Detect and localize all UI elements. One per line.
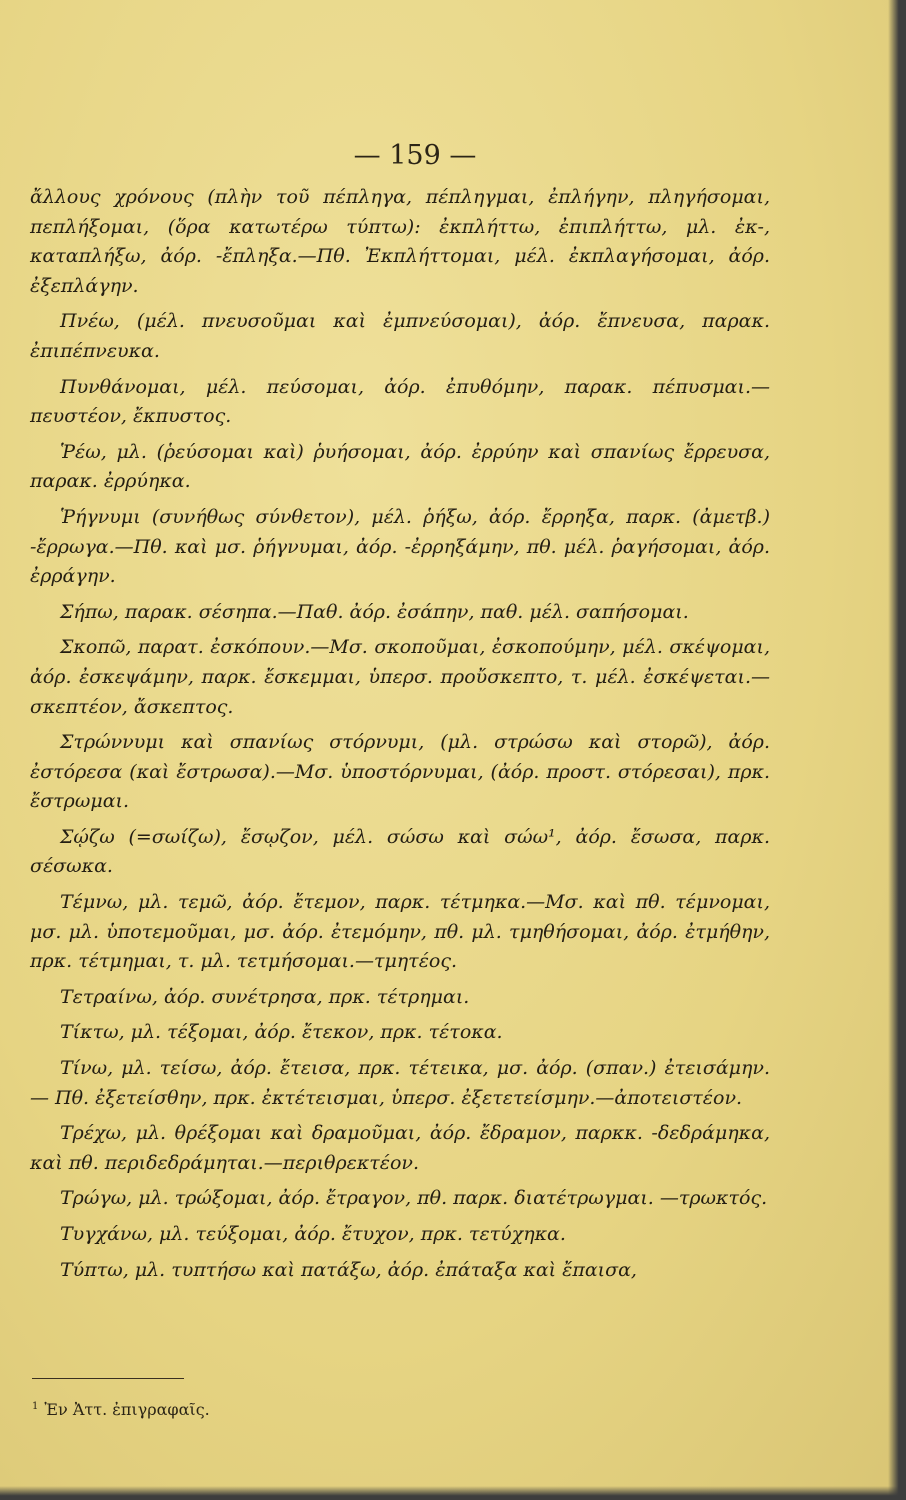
paragraph: Σήπω, παρακ. σέσηπα.—Παθ. ἀόρ. ἐσάπην, παθ. μέλ. σαπήσομαι.: [60, 600, 689, 623]
paragraph: Τετραίνω, ἀόρ. συνέτρησα, πρκ. τέτρημαι.: [60, 985, 470, 1008]
paragraph: ἄλλους χρόνους (πλὴν τοῦ πέπληγα, πέπληγμαι, ἐπλήγην, πληγήσομαι, πεπλήξομαι, (ὅρα κατωτέρω τύπτω): ἐκπλήττω, ἐπιπλήττω, μλ. ἐκ-, καταπλήξω, ἀόρ. -ἔπληξα.—Πθ. Ἐκπλήττομαι, μέλ. ἐκπλαγήσομαι, ἀόρ. ἐξεπλάγην.: [30, 186, 770, 297]
paragraph: Τύπτω, μλ. τυπτήσω καὶ πατάξω, ἀόρ. ἐπάταξα καὶ ἔπαισα,: [60, 1258, 637, 1281]
paragraph: Σῴζω (=σωίζω), ἔσῳζον, μέλ. σώσω καὶ σώω¹, ἀόρ. ἔσωσα, παρκ. σέσωκα.: [30, 825, 770, 878]
footnote-text: Ἐν Ἀττ. ἐπιγραφαῖς.: [44, 1400, 210, 1419]
page-edge-shadow: [888, 0, 906, 1500]
footnote-divider: [32, 1378, 184, 1379]
paragraph: Πνέω, (μέλ. πνευσοῦμαι καὶ ἐμπνεύσομαι), ἀόρ. ἔπνευσα, παρακ. ἐπιπέπνευκα.: [30, 310, 770, 362]
paragraph: Τίνω, μλ. τείσω, ἀόρ. ἔτεισα, πρκ. τέτεικα, μσ. ἀόρ. (σπαν.) ἐτεισάμην. — Πθ. ἐξετείσθην, πρκ. ἐκτέτεισμαι, ὑπερσ. ἐξετετείσμην.—ἀποτειστέον.: [30, 1057, 770, 1109]
paragraph: Πυνθάνομαι, μέλ. πεύσομαι, ἀόρ. ἐπυθόμην, παρακ. πέπυσμαι.—πευστέον, ἔκπυστος.: [30, 375, 770, 428]
paragraph: Σκοπῶ, παρατ. ἐσκόπουν.—Μσ. σκοποῦμαι, ἐσκοπούμην, μέλ. σκέψομαι, ἀόρ. ἐσκεψάμην, παρκ. ἔσκεμμαι, ὑπερσ. προὔσκεπτο, τ. μέλ. ἐσκέψεται.—σκεπτέον, ἄσκεπτος.: [30, 636, 770, 718]
paragraph: Τρέχω, μλ. θρέξομαι καὶ δραμοῦμαι, ἀόρ. ἔδραμον, παρκκ. -δεδράμηκα, καὶ πθ. περιδεδράμηται.—περιθρεκτέον.: [30, 1122, 770, 1174]
page-edge-shadow: [0, 1486, 906, 1500]
paragraph: Στρώννυμι καὶ σπανίως στόρνυμι, (μλ. στρώσω καὶ στορῶ), ἀόρ. ἐστόρεσα (καὶ ἔστρωσα).—Μσ. ὑποστόρνυμαι, (ἀόρ. προστ. στόρεσαι), πρκ. ἔστρωμαι.: [30, 731, 770, 813]
body-text: [30, 183, 770, 1291]
paragraph: Τρώγω, μλ. τρώξομαι, ἀόρ. ἔτραγον, πθ. παρκ. διατέτρωγμαι. —τρωκτός.: [60, 1187, 768, 1210]
footnote-marker: 1: [32, 1400, 39, 1412]
paragraph: Τίκτω, μλ. τέξομαι, ἀόρ. ἔτεκον, πρκ. τέτοκα.: [60, 1021, 503, 1044]
paragraph: Ῥήγνυμι (συνήθως σύνθετον), μέλ. ῥήξω, ἀόρ. ἔρρηξα, παρκ. (ἀμετβ.) -ἔρρωγα.—Πθ. καὶ μσ. ῥήγνυμαι, ἀόρ. -ἐρρηξάμην, πθ. μέλ. ῥαγήσομαι, ἀόρ. ἐρράγην.: [30, 505, 770, 588]
paragraph: Ῥέω, μλ. (ῥεύσομαι καὶ) ῥυήσομαι, ἀόρ. ἐρρύην καὶ σπανίως ἔρρευσα, παρακ. ἐρρύηκα.: [30, 440, 770, 493]
paragraph: Τυγχάνω, μλ. τεύξομαι, ἀόρ. ἔτυχον, πρκ. τετύχηκα.: [60, 1223, 566, 1245]
paragraph: Τέμνω, μλ. τεμῶ, ἀόρ. ἔτεμον, παρκ. τέτμηκα.—Μσ. καὶ πθ. τέμνομαι, μσ. μλ. ὑποτεμοῦμαι, μσ. ἀόρ. ἐτεμόμην, πθ. μλ. τμηθήσομαι, ἀόρ. ἐτμήθην, πρκ. τέτμημαι, τ. μλ. τετμήσομαι.—τμητέος.: [30, 891, 770, 973]
footnote: [32, 1400, 210, 1419]
page-number: — 159 —: [353, 140, 477, 171]
